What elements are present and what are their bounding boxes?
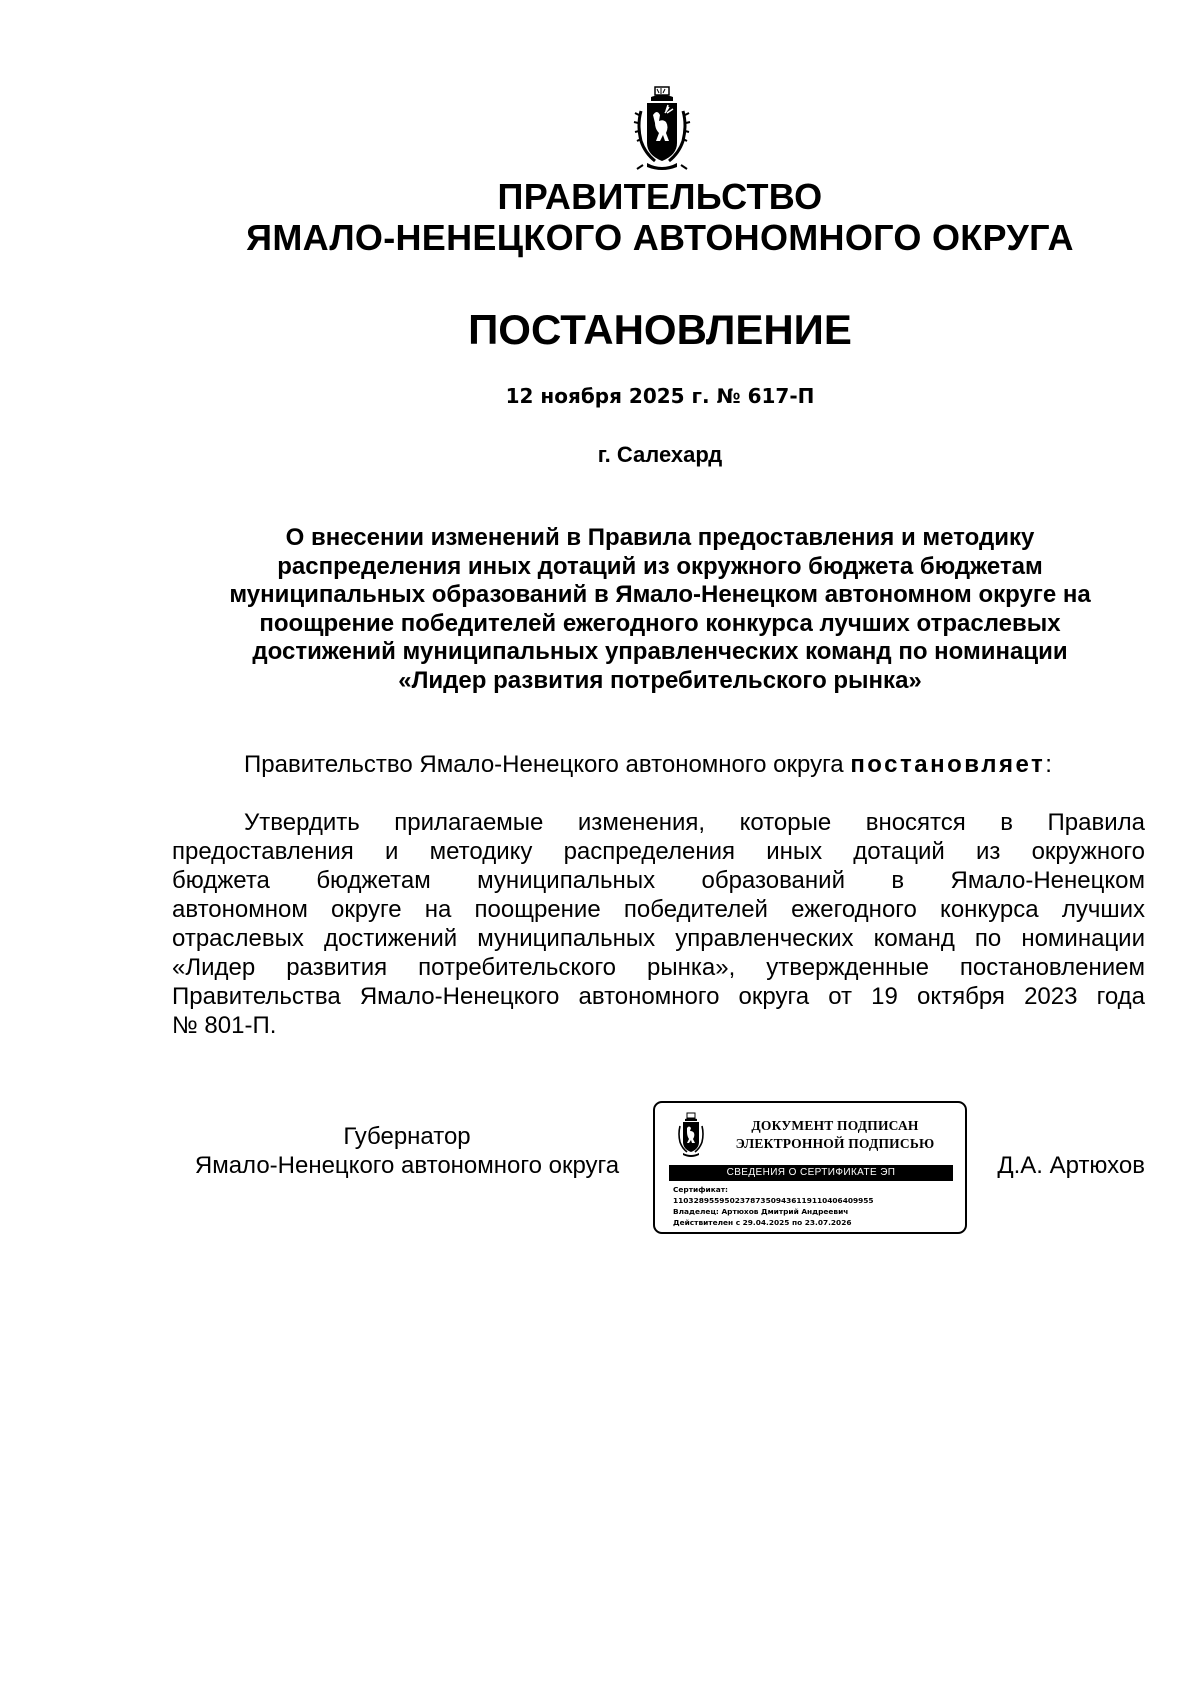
body-line: Правительства Ямало-Ненецкого автономного округа от 19 октября 2023 года — [172, 983, 1145, 1010]
document-city: г. Салехард — [597, 442, 723, 467]
stamp-heading-line1: ДОКУМЕНТ ПОДПИСАН — [751, 1118, 919, 1133]
document-type: ПОСТАНОВЛЕНИЕ — [468, 306, 852, 353]
stamp-coat-of-arms-icon — [677, 1112, 705, 1158]
body-paragraph — [172, 808, 1145, 1040]
stamp-heading — [715, 1117, 955, 1153]
signatory-title-line2: Ямало-Ненецкого автономного округа — [194, 1152, 620, 1179]
preamble-text: Правительство Ямало-Ненецкого автономного округа — [244, 751, 851, 778]
body-line: № 801-П. — [172, 1012, 277, 1039]
body-line: предоставления и методику распределения иных дотаций из окружного — [172, 838, 1145, 865]
stamp-heading-line2: ЭЛЕКТРОННОЙ ПОДПИСЬЮ — [735, 1136, 935, 1151]
document-date-number: 12 ноября 2025 г. № 617-П — [505, 384, 815, 408]
stamp-certificate-info — [673, 1184, 963, 1228]
document-subject — [170, 524, 1150, 696]
org-title-line2: ЯМАЛО-НЕНЕЦКОГО АВТОНОМНОГО ОКРУГА — [246, 217, 1074, 258]
body-line: отраслевых достижений муниципальных управленческих команд по номинации — [172, 925, 1145, 952]
preamble-emphasis: постановляет — [850, 751, 1046, 778]
subject-line: распределения иных дотаций из окружного бюджета бюджетам — [277, 552, 1043, 580]
preamble-paragraph — [172, 750, 1152, 779]
stamp-owner: Владелец: Артюхов Дмитрий Андреевич — [673, 1207, 849, 1216]
subject-line: «Лидер развития потребительского рынка» — [398, 666, 922, 694]
org-title-line1: ПРАВИТЕЛЬСТВО — [497, 176, 823, 217]
stamp-certificate-bar: СВЕДЕНИЯ О СЕРТИФИКАТЕ ЭП — [669, 1165, 953, 1181]
stamp-cert-label: Сертификат: — [673, 1185, 728, 1194]
stamp-valid: Действителен с 29.04.2025 по 23.07.2026 — [673, 1218, 852, 1227]
subject-line: О внесении изменений в Правила предоставления и методику — [285, 524, 1035, 551]
stamp-cert-number: 110328955950237873509436119110406409955 — [673, 1196, 874, 1205]
coat-of-arms-emblem — [633, 85, 691, 173]
subject-line: муниципальных образований в Ямало-Ненецком автономном округе на — [229, 581, 1091, 609]
body-line: Утвердить прилагаемые изменения, которые вносятся в Правила — [244, 809, 1145, 836]
signatory-title — [172, 1122, 642, 1180]
subject-line: поощрение победителей ежегодного конкурса лучших отраслевых — [259, 609, 1061, 637]
body-line: бюджета бюджетам муниципальных образований в Ямало-Ненецком — [172, 867, 1145, 894]
signatory-title-line1: Губернатор — [343, 1123, 471, 1150]
body-line: «Лидер развития потребительского рынка», утвержденные постановлением — [172, 954, 1145, 981]
body-line: автономном округе на поощрение победителей ежегодного конкурса лучших — [172, 896, 1145, 923]
preamble-tail: : — [1045, 751, 1052, 778]
subject-line: достижений муниципальных управленческих команд по номинации — [252, 638, 1068, 666]
signatory-name: Д.А. Артюхов — [997, 1152, 1145, 1179]
electronic-signature-stamp — [653, 1101, 967, 1234]
